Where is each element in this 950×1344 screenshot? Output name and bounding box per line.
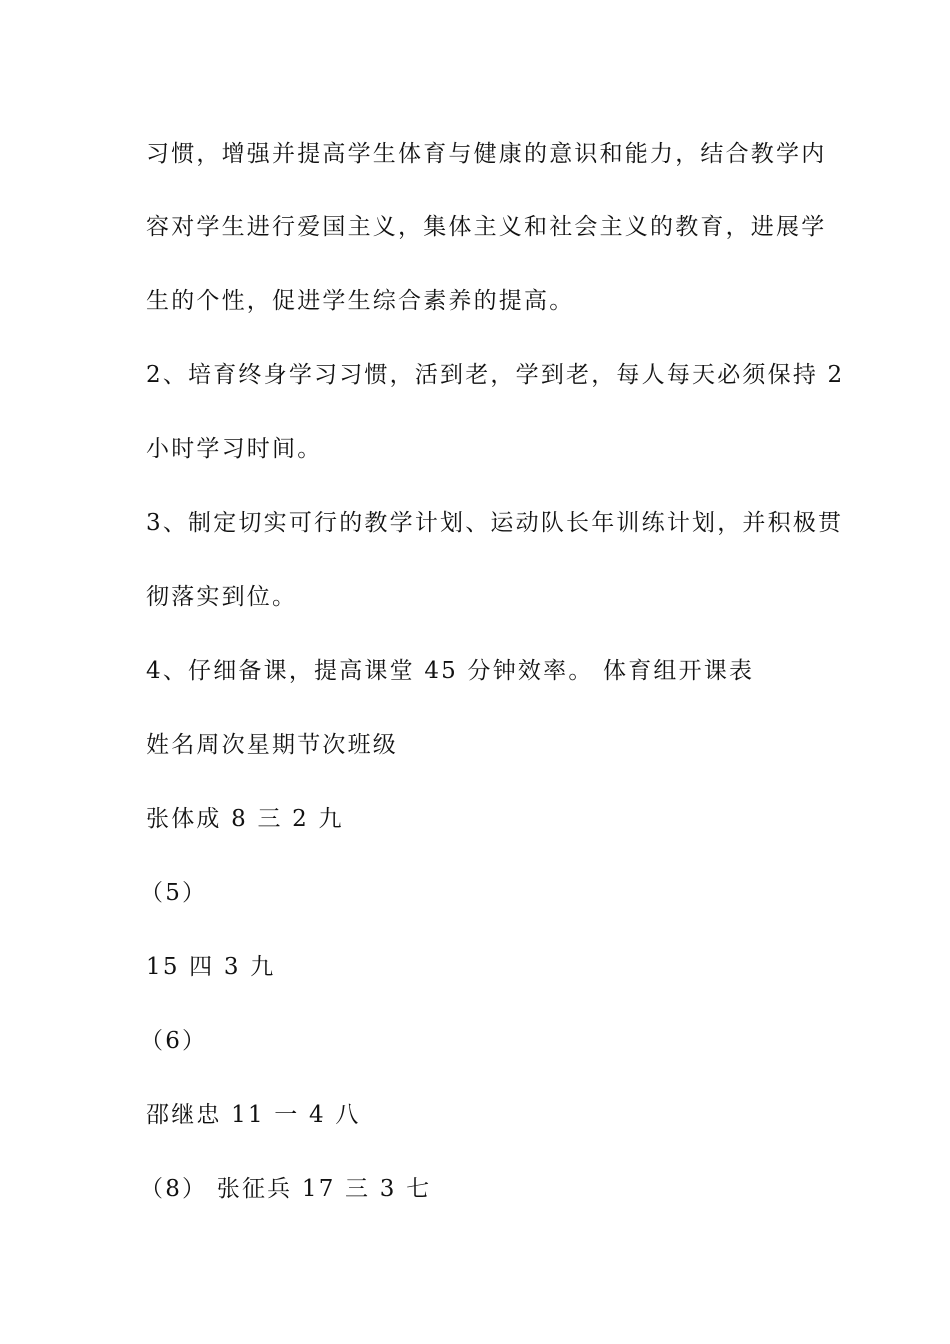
schedule-row: （8） 张征兵 17 三 3 七 <box>140 1176 432 1202</box>
paragraph-line: 容对学生进行爱国主义，集体主义和社会主义的教育，进展学 <box>146 214 827 240</box>
schedule-header: 姓名周次星期节次班级 <box>146 732 398 758</box>
schedule-row: 张体成 8 三 2 九 <box>146 806 344 832</box>
list-item-4: 4、仔细备课，提高课堂 45 分钟效率。 体育组开课表 <box>146 658 755 684</box>
paragraph-line: 习惯，增强并提高学生体育与健康的意识和能力，结合教学内 <box>146 141 827 167</box>
list-item-3-continued: 彻落实到位。 <box>146 584 298 610</box>
list-item-3: 3、制定切实可行的教学计划、运动队长年训练计划，并积极贯 <box>146 510 844 536</box>
schedule-class-number: （5） <box>140 880 208 906</box>
schedule-class-number: （6） <box>140 1028 208 1054</box>
schedule-row: 邵继忠 11 一 4 八 <box>146 1102 361 1128</box>
list-item-2: 2、培育终身学习习惯，活到老，学到老，每人每天必须保持 2 <box>146 362 845 388</box>
schedule-row: 15 四 3 九 <box>146 954 276 980</box>
paragraph-line: 生的个性，促进学生综合素养的提高。 <box>146 288 575 314</box>
list-item-2-continued: 小时学习时间。 <box>146 436 323 462</box>
